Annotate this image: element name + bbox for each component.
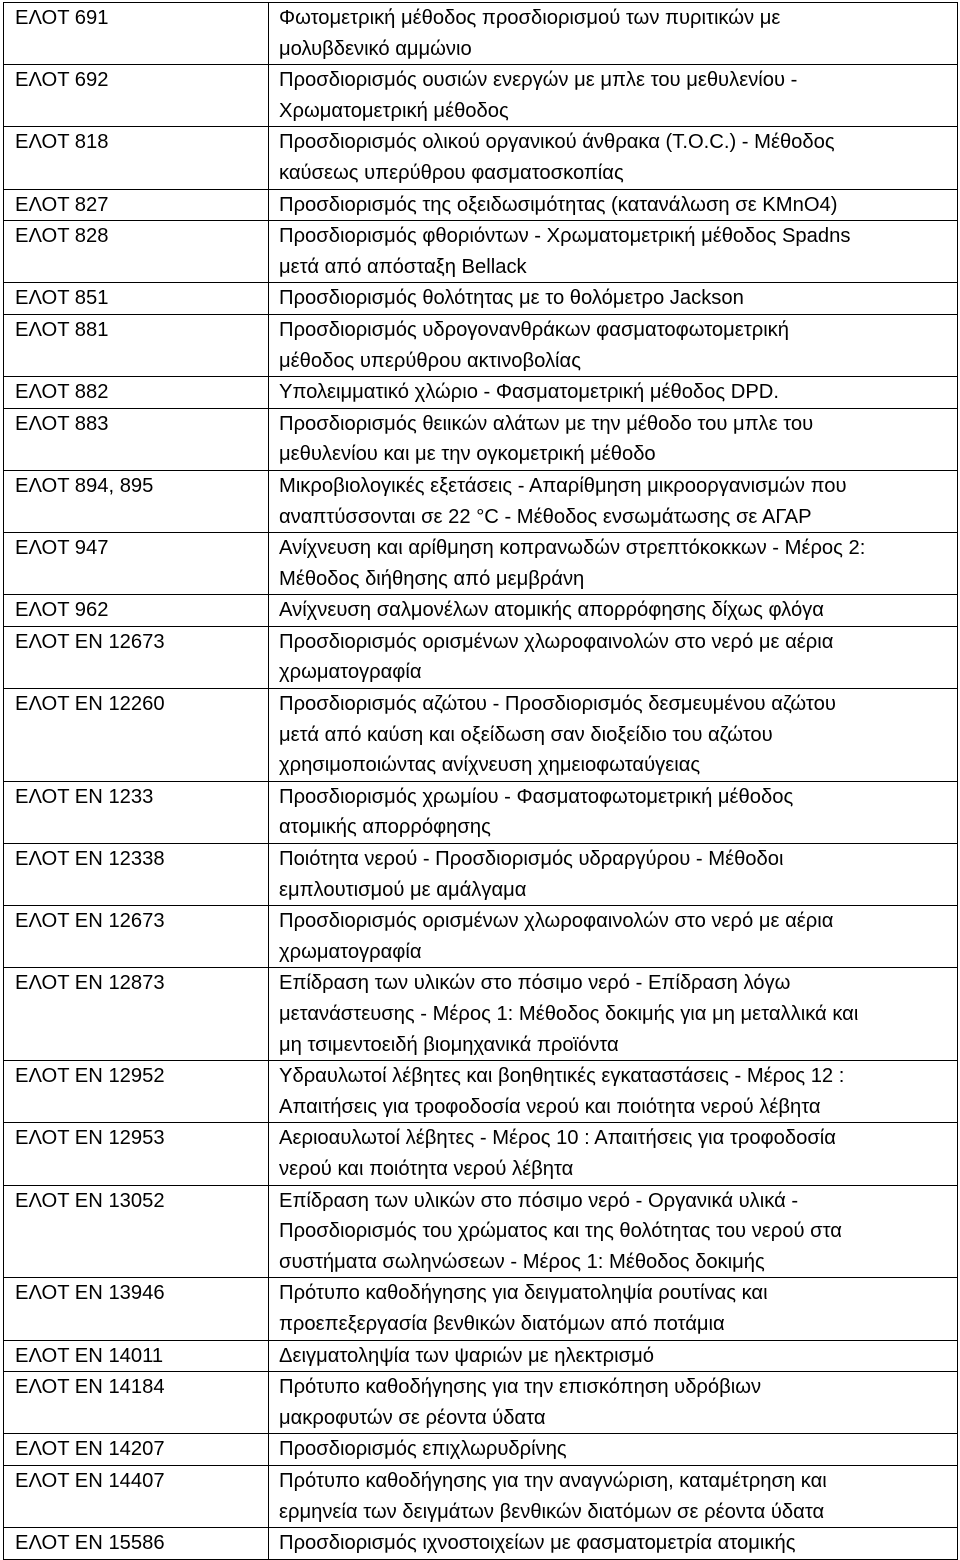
standard-description (269, 3, 958, 65)
standard-description (269, 626, 958, 688)
description-line: Προσδιορισμός της οξειδωσιμότητας (κατανάλωση σε ΚΜnO4) (279, 193, 838, 216)
table-row (4, 189, 958, 221)
standard-code: ΕΛΟΤ ΕΝ 14407 (4, 1465, 269, 1527)
standard-code: ΕΛΟΤ 947 (4, 533, 269, 595)
description-line: Προσδιορισμός ουσιών ενεργών με μπλε του μεθυλενίου - (279, 69, 798, 92)
description-line: προεπεξεργασία βενθικών διατόμων από ποτάμια (279, 1312, 725, 1335)
standard-code: ΕΛΟΤ ΕΝ 14207 (4, 1434, 269, 1466)
table-row (4, 1061, 958, 1123)
standard-code: ΕΛΟΤ 882 (4, 377, 269, 409)
description-line: μετά από καύση και οξείδωση σαν διοξείδιο του αζώτου (279, 723, 773, 746)
standard-description (269, 595, 958, 627)
standard-description (269, 65, 958, 127)
standard-code: ΕΛΟΤ 851 (4, 283, 269, 315)
standard-code: ΕΛΟΤ ΕΝ 12260 (4, 689, 269, 782)
description-line: Ανίχνευση σαλμονέλων ατομικής απορρόφησης δίχως φλόγα (279, 599, 824, 622)
standard-description (269, 408, 958, 470)
standard-code: ΕΛΟΤ ΕΝ 12953 (4, 1123, 269, 1185)
description-line: Επίδραση των υλικών στο πόσιμο νερό - Οργανικά υλικά - (279, 1189, 799, 1212)
description-line: μακροφυτών σε ρέοντα ύδατα (279, 1406, 546, 1429)
table-row (4, 3, 958, 65)
standard-description (269, 127, 958, 189)
standard-description (269, 1434, 958, 1466)
standard-code: ΕΛΟΤ ΕΝ 12873 (4, 968, 269, 1061)
description-line: Προσδιορισμός του χρώματος και της θολότητας του νερού στα (279, 1220, 842, 1243)
standard-description (269, 1528, 958, 1560)
standard-description (269, 781, 958, 843)
description-line: Προσδιορισμός ιχνοστοιχείων με φασματομετρία ατομικής (279, 1532, 796, 1555)
description-line: Υδραυλωτοί λέβητες και βοηθητικές εγκαταστάσεις - Μέρος 12 : (279, 1065, 845, 1088)
description-line: αναπτύσσονται σε 22 °C - Μέθοδος ενσωμάτωσης σε ΑΓΑΡ (279, 505, 812, 528)
standard-description (269, 533, 958, 595)
standard-description (269, 689, 958, 782)
table-row (4, 221, 958, 283)
standard-code: ΕΛΟΤ 894, 895 (4, 470, 269, 532)
standard-description (269, 1340, 958, 1372)
standard-description (269, 221, 958, 283)
standard-description (269, 844, 958, 906)
description-line: ερμηνεία των δειγμάτων βενθικών διατόμων σε ρέοντα ύδατα (279, 1500, 825, 1523)
description-line: μολυβδενικό αμμώνιο (279, 37, 472, 60)
description-line: Χρωματομετρική μέθοδος (279, 99, 509, 122)
description-line: Προσδιορισμός θολότητας με το θολόμετρο Jackson (279, 287, 744, 310)
table-row (4, 470, 958, 532)
description-line: μετά από απόσταξη Bellack (279, 255, 527, 278)
table-row (4, 283, 958, 315)
description-line: μη τσιμεντοειδή βιομηχανικά προϊόντα (279, 1033, 619, 1056)
description-line: καύσεως υπερύθρου φασματοσκοπίας (279, 161, 624, 184)
description-line: χρωματογραφία (279, 940, 422, 963)
standard-code: ΕΛΟΤ 881 (4, 314, 269, 376)
table-row (4, 314, 958, 376)
description-line: χρησιμοποιώντας ανίχνευση χημειοφωταύγειας (279, 754, 701, 777)
standard-code: ΕΛΟΤ ΕΝ 12673 (4, 626, 269, 688)
standard-code: ΕΛΟΤ 691 (4, 3, 269, 65)
standard-code: ΕΛΟΤ ΕΝ 15586 (4, 1528, 269, 1560)
standard-code: ΕΛΟΤ ΕΝ 14011 (4, 1340, 269, 1372)
description-line: νερού και ποιότητα νερού λέβητα (279, 1157, 574, 1180)
standard-code: ΕΛΟΤ 818 (4, 127, 269, 189)
table-row (4, 1123, 958, 1185)
description-line: εμπλουτισμού με αμάλγαμα (279, 878, 527, 901)
description-line: Προσδιορισμός αζώτου - Προσδιορισμός δεσμευμένου αζώτου (279, 693, 836, 716)
description-line: Επίδραση των υλικών στο πόσιμο νερό - Επίδραση λόγω (279, 972, 791, 995)
description-line: Φωτομετρική μέθοδος προσδιορισμού των πυριτικών με (279, 7, 781, 29)
description-line: ατομικής απορρόφησης (279, 816, 491, 839)
standard-code: ΕΛΟΤ ΕΝ 12673 (4, 906, 269, 968)
table-row (4, 1465, 958, 1527)
description-line: Προσδιορισμός ορισμένων χλωροφαινολών στο νερό με αέρια (279, 910, 834, 933)
standard-code: ΕΛΟΤ ΕΝ 14184 (4, 1372, 269, 1434)
table-row (4, 1340, 958, 1372)
description-line: Προσδιορισμός υδρογονανθράκων φασματοφωτομετρική (279, 318, 789, 341)
standard-description (269, 1372, 958, 1434)
table-row (4, 377, 958, 409)
standard-code: ΕΛΟΤ ΕΝ 1233 (4, 781, 269, 843)
description-line: Αεριοαυλωτοί λέβητες - Μέρος 10 : Απαιτήσεις για τροφοδοσία (279, 1127, 836, 1150)
standard-description (269, 1278, 958, 1340)
standard-code: ΕΛΟΤ ΕΝ 12952 (4, 1061, 269, 1123)
standard-code: ΕΛΟΤ ΕΝ 13052 (4, 1185, 269, 1278)
standard-code: ΕΛΟΤ ΕΝ 13946 (4, 1278, 269, 1340)
standard-code: ΕΛΟΤ 828 (4, 221, 269, 283)
standard-description (269, 1185, 958, 1278)
standards-table-body (4, 3, 958, 1560)
table-row (4, 626, 958, 688)
standard-code: ΕΛΟΤ 827 (4, 189, 269, 221)
standard-description (269, 189, 958, 221)
description-line: μεθυλενίου και με την ογκομετρική μέθοδο (279, 443, 656, 466)
standard-description (269, 377, 958, 409)
table-row (4, 906, 958, 968)
description-line: Πρότυπο καθοδήγησης για την αναγνώριση, καταμέτρηση και (279, 1469, 827, 1492)
description-line: μέθοδος υπερύθρου ακτινοβολίας (279, 349, 581, 372)
table-row (4, 595, 958, 627)
standard-code: ΕΛΟΤ 962 (4, 595, 269, 627)
table-row (4, 533, 958, 595)
description-line: μετανάστευσης - Μέρος 1: Μέθοδος δοκιμής για μη μεταλλικά και (279, 1003, 859, 1025)
table-row (4, 408, 958, 470)
description-line: χρωματογραφία (279, 661, 422, 684)
table-row (4, 1434, 958, 1466)
table-row (4, 127, 958, 189)
standard-description (269, 1465, 958, 1527)
standard-description (269, 314, 958, 376)
description-line: Ποιότητα νερού - Προσδιορισμός υδραργύρου - Μέθοδοι (279, 848, 784, 871)
description-line: Προσδιορισμός θειικών αλάτων με την μέθοδο του μπλε του (279, 412, 814, 435)
description-line: Προσδιορισμός χρωμίου - Φασματοφωτομετρική μέθοδος (279, 785, 794, 808)
description-line: Δειγματοληψία των ψαριών με ηλεκτρισμό (279, 1344, 654, 1367)
standard-description (269, 968, 958, 1061)
description-line: Προσδιορισμός ολικού οργανικού άνθρακα (Τ.Ο.C.) - Μέθοδος (279, 131, 835, 154)
description-line: Μέθοδος διήθησης από μεμβράνη (279, 567, 585, 590)
table-row (4, 1278, 958, 1340)
description-line: συστήματα σωληνώσεων - Μέρος 1: Μέθοδος δοκιμής (279, 1250, 765, 1273)
description-line: Προσδιορισμός ορισμένων χλωροφαινολών στο νερό με αέρια (279, 630, 834, 653)
standard-description (269, 283, 958, 315)
description-line: Προσδιορισμός φθοριόντων - Χρωματομετρική μέθοδος Spadns (279, 225, 851, 248)
table-row (4, 968, 958, 1061)
standard-code: ΕΛΟΤ 883 (4, 408, 269, 470)
table-row (4, 689, 958, 782)
standard-description (269, 906, 958, 968)
table-row (4, 844, 958, 906)
description-line: Προσδιορισμός επιχλωρυδρίνης (279, 1438, 567, 1461)
standard-description (269, 1123, 958, 1185)
description-line: Ανίχνευση και αρίθμηση κοπρανωδών στρεπτόκοκκων - Μέρος 2: (279, 537, 866, 560)
description-line: Πρότυπο καθοδήγησης για δειγματοληψία ρουτίνας και (279, 1282, 768, 1305)
table-row (4, 1528, 958, 1560)
standard-code: ΕΛΟΤ ΕΝ 12338 (4, 844, 269, 906)
description-line: Υπολειμματικό χλώριο - Φασματομετρική μέθοδος DPD. (279, 381, 779, 404)
standard-description (269, 1061, 958, 1123)
standard-description (269, 470, 958, 532)
standards-table (3, 2, 958, 1560)
description-line: Μικροβιολογικές εξετάσεις - Απαρίθμηση μικροοργανισμών που (279, 474, 847, 497)
table-row (4, 781, 958, 843)
table-row (4, 1185, 958, 1278)
description-line: Πρότυπο καθοδήγησης για την επισκόπηση υδρόβιων (279, 1376, 762, 1399)
standard-code: ΕΛΟΤ 692 (4, 65, 269, 127)
description-line: Απαιτήσεις για τροφοδοσία νερού και ποιότητα νερού λέβητα (279, 1095, 821, 1118)
table-row (4, 65, 958, 127)
table-row (4, 1372, 958, 1434)
